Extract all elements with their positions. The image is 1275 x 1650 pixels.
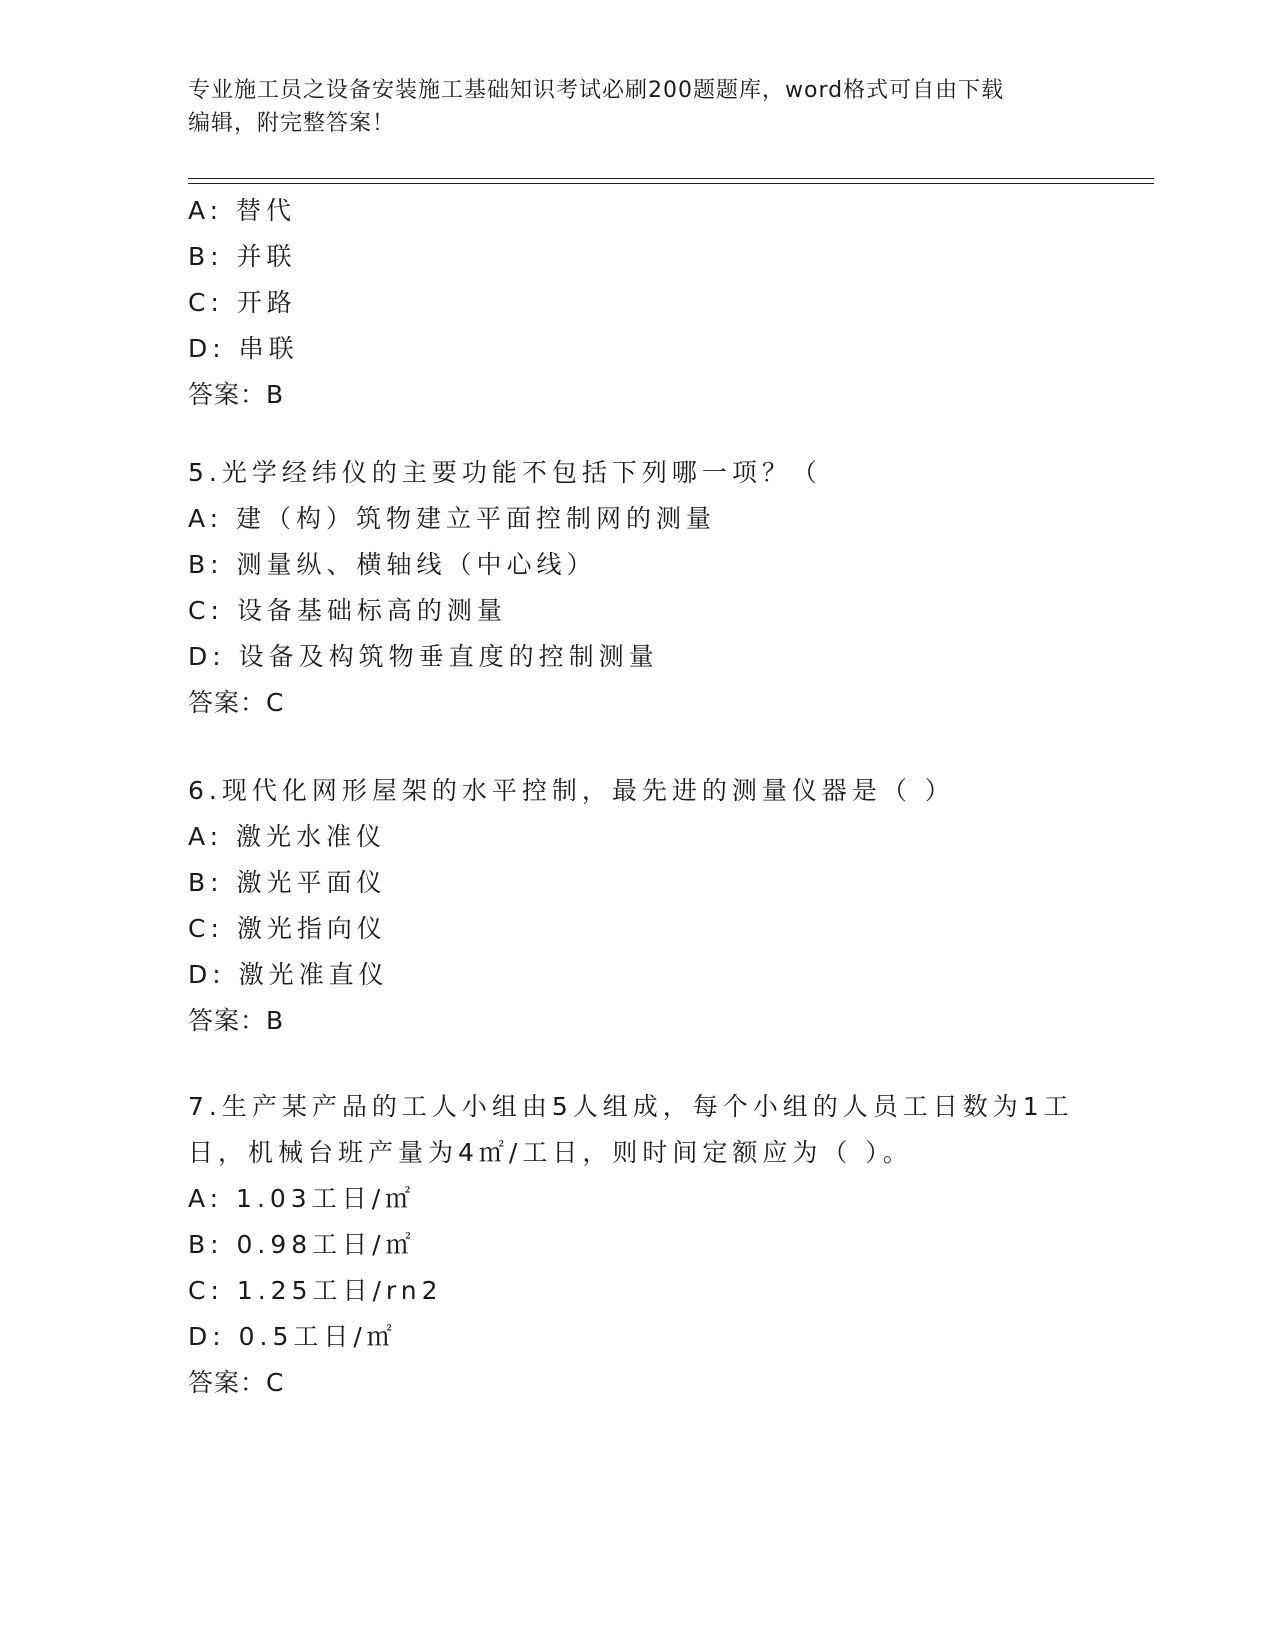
question-text-line-1: 7.生产某产品的工人小组由5人组成，每个小组的人员工日数为1工: [188, 1092, 1074, 1121]
question-5-block: [188, 450, 1088, 726]
option-d: D: 0.5工日/㎡: [188, 1322, 397, 1351]
document-header: [188, 74, 1088, 140]
answer: 答案：C: [188, 1368, 285, 1397]
option-d: D: 设备及构筑物垂直度的控制测量: [188, 642, 659, 671]
header-divider-top: [188, 178, 1154, 179]
header-divider-bottom: [188, 183, 1154, 184]
option-a: A: 1.03工日/㎡: [188, 1184, 416, 1213]
header-line-2: 编辑，附完整答案！: [188, 111, 396, 136]
question-4-block: [188, 188, 1088, 418]
question-text-line-2: 日，机械台班产量为4㎡/工日，则时间定额应为（ ）。: [188, 1138, 913, 1167]
question-6-block: [188, 768, 1088, 1044]
answer: 答案：B: [188, 1006, 285, 1035]
question-text: 6.现代化网形屋架的水平控制，最先进的测量仪器是（ ）: [188, 776, 955, 805]
question-text: 5.光学经纬仪的主要功能不包括下列哪一项？（: [188, 458, 822, 487]
option-a: A: 建（构）筑物建立平面控制网的测量: [188, 504, 717, 533]
option-c: C: 开路: [188, 288, 297, 317]
option-b: B: 0.98工日/㎡: [188, 1230, 416, 1259]
header-line-1: 专业施工员之设备安装施工基础知识考试必刷200题题库，word格式可自由下载: [188, 78, 1005, 103]
option-a: A: 替代: [188, 196, 297, 225]
option-c: C: 1.25工日/rn2: [188, 1276, 443, 1305]
option-d: D: 串联: [188, 334, 299, 363]
option-b: B: 并联: [188, 242, 297, 271]
option-c: C: 设备基础标高的测量: [188, 596, 507, 625]
option-a: A: 激光水准仪: [188, 822, 387, 851]
answer: 答案：B: [188, 380, 285, 409]
option-b: B: 测量纵、横轴线（中心线）: [188, 550, 597, 579]
answer: 答案：C: [188, 688, 285, 717]
option-c: C: 激光指向仪: [188, 914, 387, 943]
question-7-block: [188, 1084, 1088, 1406]
option-b: B: 激光平面仪: [188, 868, 387, 897]
option-d: D: 激光准直仪: [188, 960, 389, 989]
